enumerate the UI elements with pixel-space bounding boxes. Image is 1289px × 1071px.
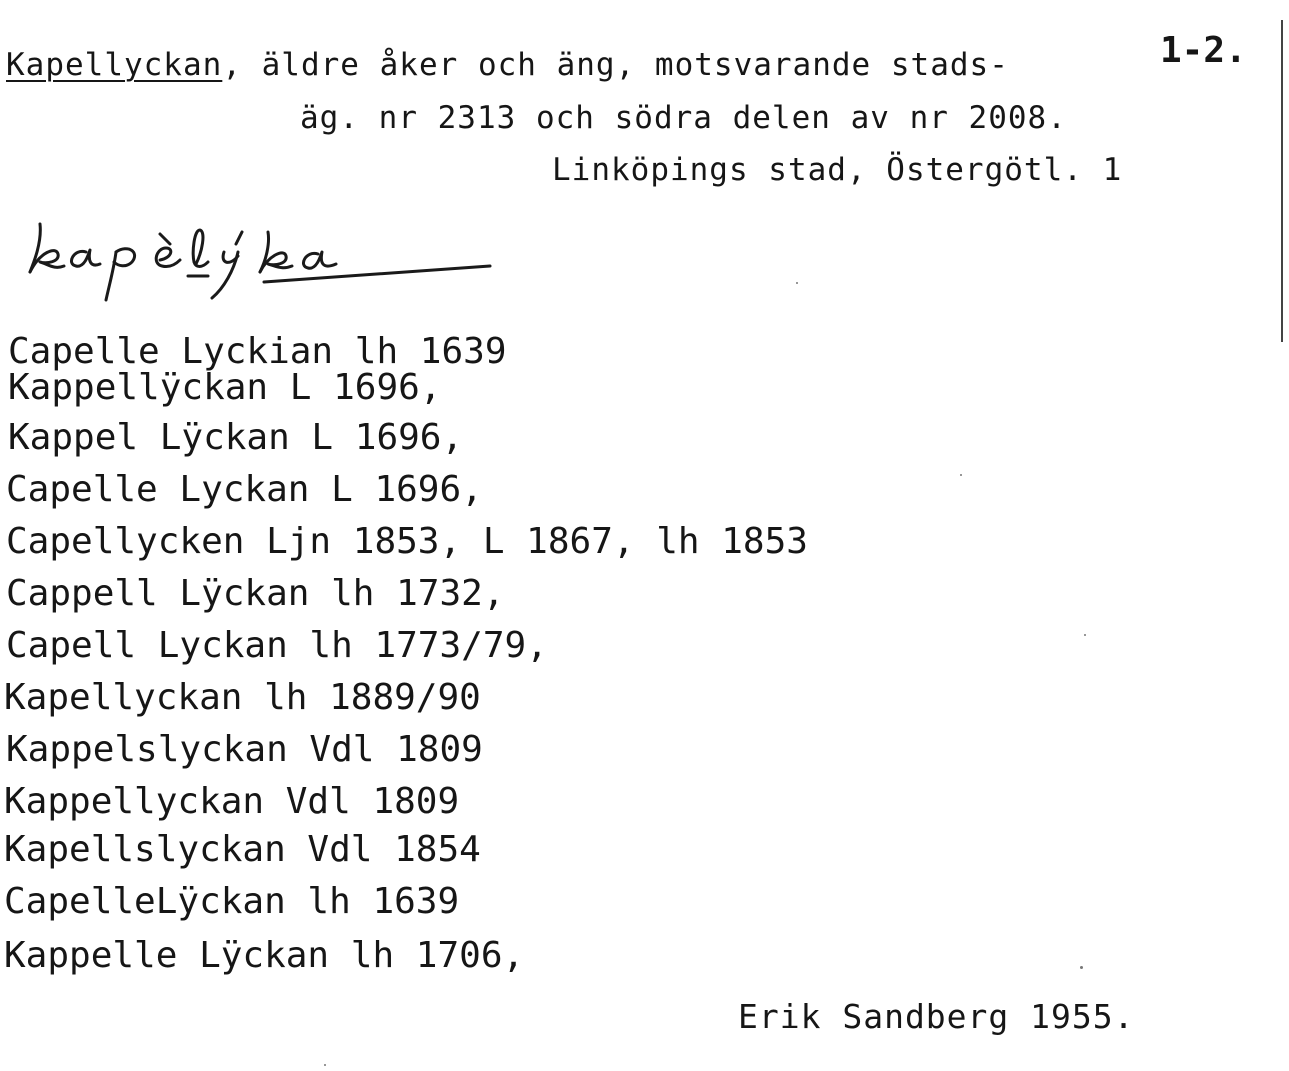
scan-speck: [1080, 966, 1083, 969]
scan-speck: [796, 282, 798, 284]
scan-speck: [960, 474, 962, 476]
card-number: 1-2.: [1160, 30, 1247, 71]
attestation-entry: Kappelle Lÿckan lh 1706,: [4, 935, 525, 976]
header-line-1: [6, 47, 1009, 83]
card-edge-line: [1281, 20, 1283, 342]
attestation-entry: Kappel Lÿckan L 1696,: [8, 417, 464, 458]
attestation-entry: Kappellyckan Vdl 1809: [4, 781, 460, 822]
attestation-entry: Kapellslyckan Vdl 1854: [4, 829, 481, 870]
attestation-entry: CapelleLÿckan lh 1639: [4, 881, 460, 922]
attestation-entry: Capelle Lyckan L 1696,: [6, 469, 483, 510]
attestation-entry: Capellycken Ljn 1853, L 1867, lh 1853: [6, 521, 808, 562]
scan-speck: [1084, 634, 1086, 636]
attestation-entry: Capelle Lyckian lh 1639: [8, 331, 507, 372]
handwritten-pronunciation: [20, 212, 500, 302]
header-line-3: Linköpings stad, Östergötl. 1: [552, 152, 1123, 188]
attestation-entry: Kappelslyckan Vdl 1809: [6, 729, 483, 770]
attestation-entry: Kapellyckan lh 1889/90: [4, 677, 481, 718]
header-line-1-text: , äldre åker och äng, motsvarande stads-: [222, 47, 1009, 83]
attestation-entry: Kappellÿckan L 1696,: [8, 367, 442, 408]
scan-speck: [324, 1064, 326, 1066]
attestation-entry: Capell Lyckan lh 1773/79,: [6, 625, 548, 666]
header-line-2: äg. nr 2313 och södra delen av nr 2008.: [300, 100, 1067, 136]
attestation-entry: Cappell Lÿckan lh 1732,: [6, 573, 505, 614]
headword: Kapellyckan: [6, 47, 223, 83]
signature: Erik Sandberg 1955.: [738, 997, 1135, 1036]
